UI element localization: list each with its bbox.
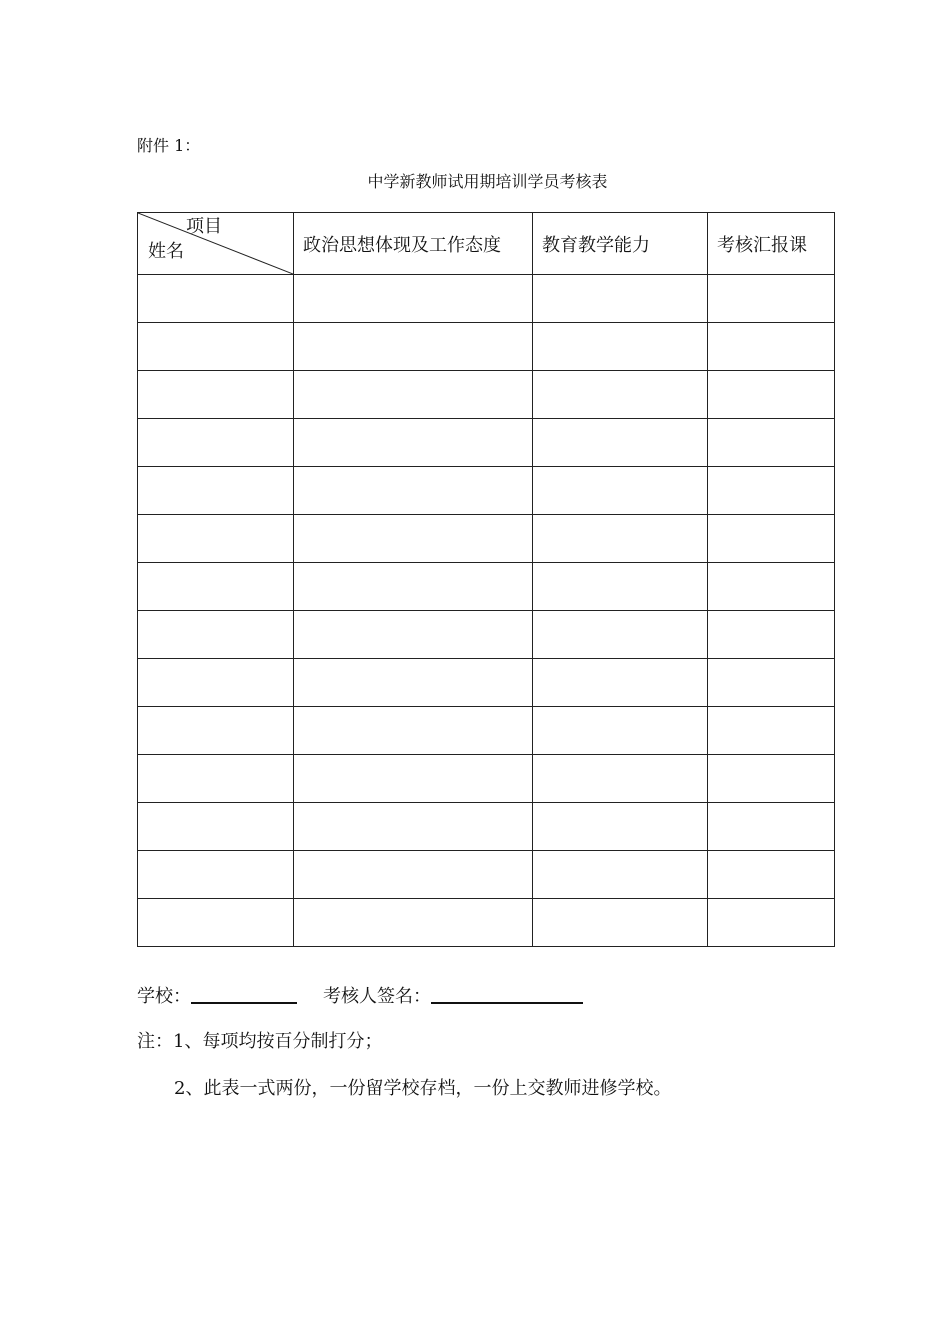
table-cell[interactable] — [708, 659, 835, 707]
table-cell[interactable] — [533, 611, 708, 659]
table-cell[interactable] — [294, 707, 533, 755]
table-cell[interactable] — [138, 323, 294, 371]
table-cell[interactable] — [294, 275, 533, 323]
table-cell[interactable] — [138, 707, 294, 755]
table-cell[interactable] — [138, 659, 294, 707]
table-cell[interactable] — [533, 563, 708, 611]
table-cell[interactable] — [708, 611, 835, 659]
table-cell[interactable] — [294, 899, 533, 947]
table-cell[interactable] — [533, 659, 708, 707]
diagonal-header-cell — [138, 213, 294, 275]
footer-signature-line — [137, 984, 583, 1008]
table-cell[interactable] — [708, 515, 835, 563]
table-cell[interactable] — [294, 371, 533, 419]
table-cell[interactable] — [294, 851, 533, 899]
table-cell[interactable] — [294, 563, 533, 611]
school-blank-field[interactable] — [191, 984, 297, 1004]
table-cell[interactable] — [138, 611, 294, 659]
table-cell[interactable] — [708, 755, 835, 803]
table-body — [138, 275, 835, 947]
table-row — [138, 803, 835, 851]
column-header-teaching-ability: 教育教学能力 — [533, 213, 708, 275]
table-cell[interactable] — [533, 419, 708, 467]
table-cell[interactable] — [533, 371, 708, 419]
table-cell[interactable] — [533, 323, 708, 371]
table-row — [138, 419, 835, 467]
table-row — [138, 467, 835, 515]
table-row — [138, 755, 835, 803]
school-label: 学校： — [137, 986, 191, 1007]
table-row — [138, 611, 835, 659]
table-cell[interactable] — [708, 851, 835, 899]
evaluation-table — [137, 212, 835, 947]
table-cell[interactable] — [708, 467, 835, 515]
signature-blank-field[interactable] — [431, 984, 583, 1004]
table-cell[interactable] — [138, 371, 294, 419]
table-cell[interactable] — [138, 515, 294, 563]
table-cell[interactable] — [138, 563, 294, 611]
table-cell[interactable] — [533, 467, 708, 515]
table-cell[interactable] — [533, 803, 708, 851]
table-row — [138, 899, 835, 947]
signature-label: 考核人签名： — [323, 986, 431, 1007]
table-row — [138, 563, 835, 611]
table-row — [138, 275, 835, 323]
table-row — [138, 707, 835, 755]
table-cell[interactable] — [294, 419, 533, 467]
table-row — [138, 371, 835, 419]
table-cell[interactable] — [294, 467, 533, 515]
table-cell[interactable] — [294, 611, 533, 659]
table-cell[interactable] — [294, 755, 533, 803]
table-cell[interactable] — [138, 275, 294, 323]
table-row — [138, 515, 835, 563]
document-title: 中学新教师试用期培训学员考核表 — [367, 172, 608, 191]
attachment-label: 附件 1： — [137, 136, 201, 155]
table-row — [138, 323, 835, 371]
table-row — [138, 659, 835, 707]
table-cell[interactable] — [708, 371, 835, 419]
table-cell[interactable] — [294, 659, 533, 707]
column-header-political-attitude: 政治思想体现及工作态度 — [294, 213, 533, 275]
header-item-label: 项目 — [186, 216, 222, 237]
table-cell[interactable] — [138, 419, 294, 467]
table-cell[interactable] — [533, 515, 708, 563]
note-scoring: 注：1、每项均按百分制打分； — [137, 1031, 383, 1052]
table-cell[interactable] — [533, 851, 708, 899]
table-cell[interactable] — [533, 755, 708, 803]
table-cell[interactable] — [708, 275, 835, 323]
table-header-row — [138, 213, 835, 275]
table-cell[interactable] — [138, 899, 294, 947]
table-cell[interactable] — [138, 755, 294, 803]
table-cell[interactable] — [294, 803, 533, 851]
table-cell[interactable] — [708, 899, 835, 947]
table-cell[interactable] — [708, 323, 835, 371]
table-cell[interactable] — [708, 803, 835, 851]
header-name-label: 姓名 — [148, 241, 184, 262]
table-cell[interactable] — [708, 563, 835, 611]
column-header-report-class: 考核汇报课 — [708, 213, 835, 275]
table-cell[interactable] — [294, 515, 533, 563]
table-cell[interactable] — [533, 707, 708, 755]
table-cell[interactable] — [533, 275, 708, 323]
table-cell[interactable] — [294, 323, 533, 371]
table-cell[interactable] — [533, 899, 708, 947]
table-cell[interactable] — [708, 419, 835, 467]
table-cell[interactable] — [708, 707, 835, 755]
table-cell[interactable] — [138, 467, 294, 515]
table-cell[interactable] — [138, 803, 294, 851]
note-copies: 2、此表一式两份，一份留学校存档，一份上交教师进修学校。 — [174, 1078, 672, 1099]
table-row — [138, 851, 835, 899]
table-cell[interactable] — [138, 851, 294, 899]
